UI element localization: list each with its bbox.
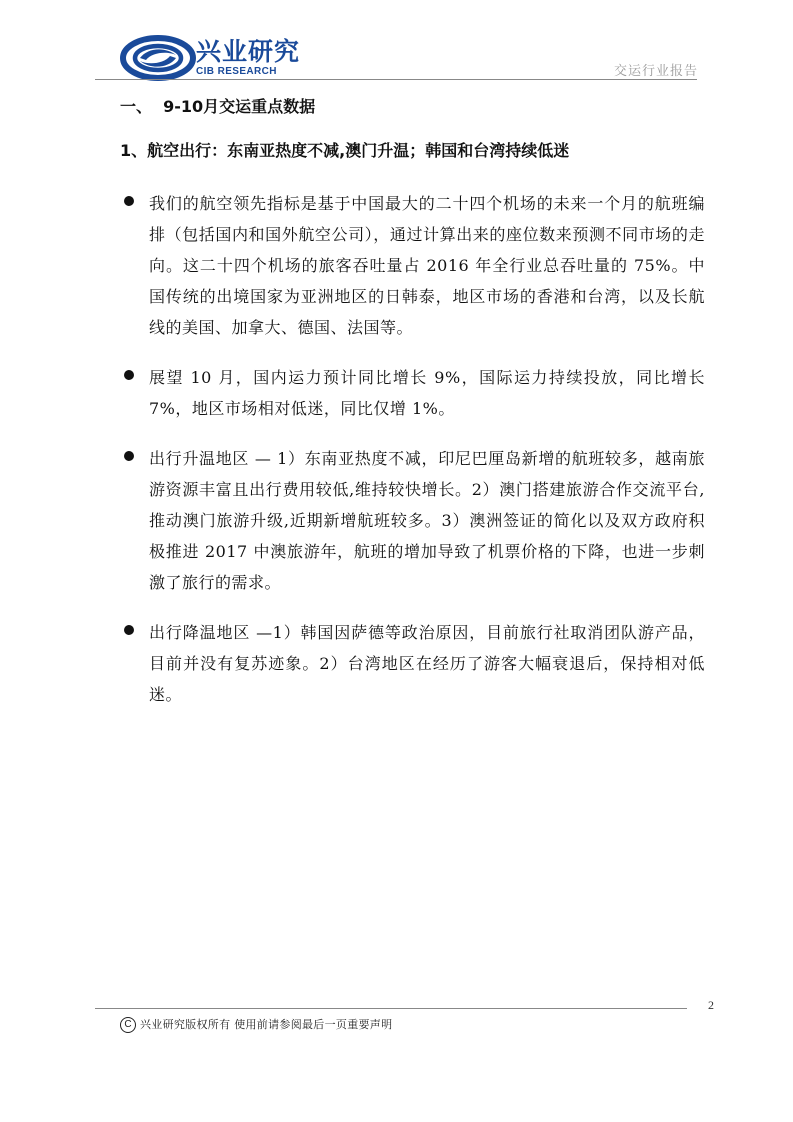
bullet-dot-icon xyxy=(124,625,134,635)
footer-divider xyxy=(95,1008,687,1009)
page-header xyxy=(0,0,793,80)
bullet-dot-icon xyxy=(124,451,134,461)
logo-name-english: CIB RESEARCH xyxy=(196,66,277,77)
subsection-title: 1、航空出行：东南亚热度不减,澳门升温；韩国和台湾持续低迷 xyxy=(120,141,570,160)
bullet-dot-icon xyxy=(124,370,134,380)
section-title: 一、 9-10月交运重点数据 xyxy=(120,97,316,116)
list-item xyxy=(120,617,705,710)
bullet-list xyxy=(120,188,705,729)
header-divider xyxy=(95,79,697,80)
logo-name-chinese: 兴业研究 xyxy=(196,37,301,66)
bullet-text: 展望 10 月，国内运力预计同比增长 9%，国际运力持续投放，同比增长 7%，地区市场相对低迷，同比仅增 1%。 xyxy=(149,368,705,418)
bullet-text: 出行升温地区 — 1）东南亚热度不减，印尼巴厘岛新增的航班较多，越南旅游资源丰富且出行费用较低,维持较快增长。2）澳门搭建旅游合作交流平台,推动澳门旅游升级,近期新增航班较多。3）澳洲签证的简化以及双方政府积极推进 2017 中澳旅游年，航班的增加导致了机票价格的下降，也进一步刺激了旅行的需求。 xyxy=(149,449,705,592)
bullet-dot-icon xyxy=(124,196,134,206)
list-item xyxy=(120,443,705,598)
report-type-label: 交运行业报告 xyxy=(613,64,698,79)
copyright-notice: 兴业研究版权所有 使用前请参阅最后一页重要声明 xyxy=(140,1018,393,1031)
page-number: 2 xyxy=(708,998,714,1012)
bullet-text: 我们的航空领先指标是基于中国最大的二十四个机场的未来一个月的航班编排（包括国内和国外航空公司），通过计算出来的座位数来预测不同市场的走向。这二十四个机场的旅客吞吐量占 2016 年全行业总吞吐量的 75%。中国传统的出境国家为亚洲地区的日韩泰，地区市场的香港和台湾，以及长航线的美国、加拿大、德国、法国等。 xyxy=(149,194,705,337)
list-item xyxy=(120,188,705,343)
copyright-icon: C xyxy=(120,1017,136,1033)
bullet-text: 出行降温地区 —1）韩国因萨德等政治原因，目前旅行社取消团队游产品，目前并没有复苏迹象。2）台湾地区在经历了游客大幅衰退后，保持相对低迷。 xyxy=(149,623,705,704)
cib-logo-icon xyxy=(120,35,196,81)
list-item xyxy=(120,362,705,424)
